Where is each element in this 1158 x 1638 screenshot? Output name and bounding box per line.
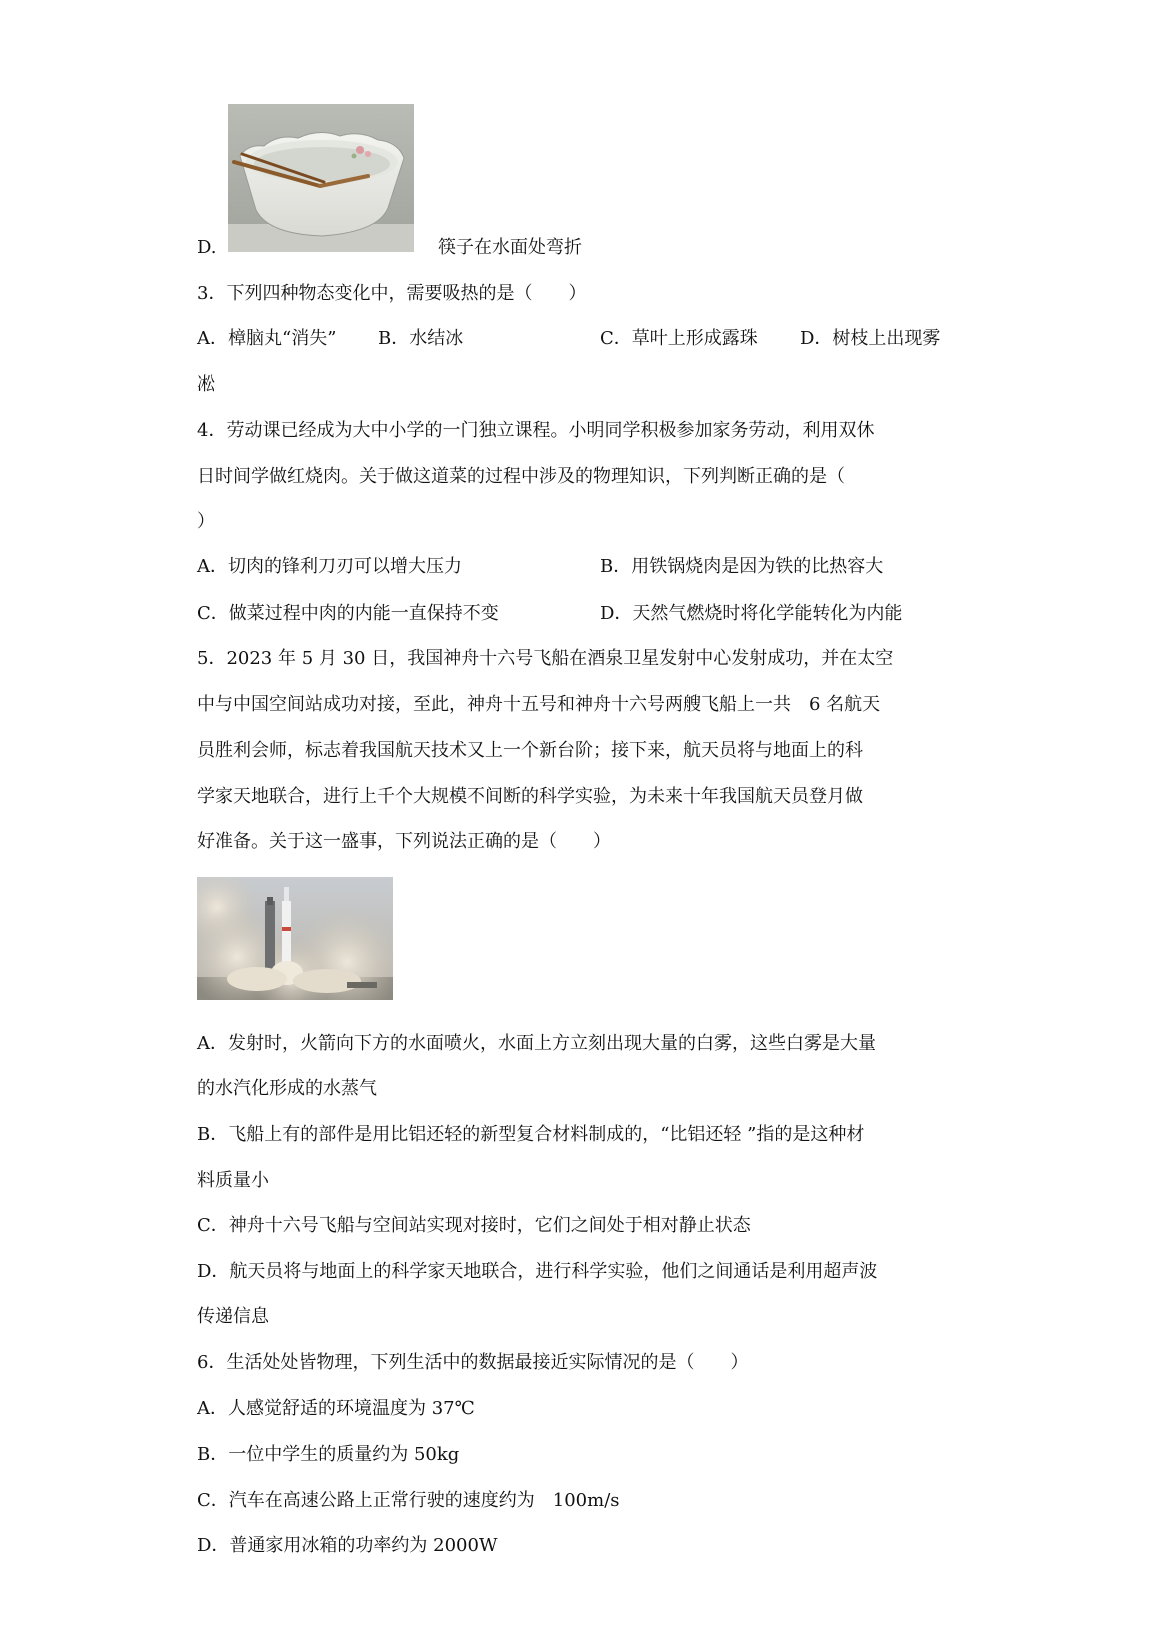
q6-option-d: D．普通家用冰箱的功率约为 2000W	[197, 1535, 498, 1556]
q6-stem: 6．生活处处皆物理，下列生活中的数据最接近实际情况的是（ ）	[197, 1352, 749, 1373]
q5-stem-line-1: 5．2023 年 5 月 30 日，我国神舟十六号飞船在酒泉卫星发射中心发射成功，并在太空	[197, 648, 894, 669]
q3-option-d-continued: 凇	[197, 374, 215, 395]
q5-option-a-line-2: 的水汽化形成的水蒸气	[197, 1078, 377, 1099]
q5-option-c: C．神舟十六号飞船与空间站实现对接时，它们之间处于相对静止状态	[197, 1215, 751, 1236]
q3-option-d: D．树枝上出现雾	[800, 328, 941, 349]
q5-stem-line-5: 好准备。关于这一盛事，下列说法正确的是（ ）	[197, 831, 611, 852]
q5-stem-line-4: 学家天地联合，进行上千个大规模不间断的科学实验，为未来十年我国航天员登月做	[197, 786, 863, 807]
q5-stem-line-3: 员胜利会师，标志着我国航天技术又上一个新台阶；接下来，航天员将与地面上的科	[197, 740, 863, 761]
rocket-launch-photo	[197, 877, 393, 1000]
q3-option-a: A．樟脑丸“消失”	[197, 328, 337, 349]
q2-option-d-text: 筷子在水面处弯折	[438, 237, 582, 258]
q5-option-d-line-2: 传递信息	[197, 1306, 269, 1327]
q4-option-b: B．用铁锅烧肉是因为铁的比热容大	[600, 556, 884, 577]
q6-option-c: C．汽车在高速公路上正常行驶的速度约为 100m/s	[197, 1490, 620, 1511]
q4-stem-line-3: ）	[197, 511, 215, 532]
q5-option-b-line-1: B．飞船上有的部件是用比铝还轻的新型复合材料制成的，“比铝还轻 ”指的是这种材	[197, 1124, 865, 1145]
q4-option-d: D．天然气燃烧时将化学能转化为内能	[600, 603, 903, 624]
bowl-chopsticks-photo	[228, 104, 414, 252]
q4-stem-line-2: 日时间学做红烧肉。关于做这道菜的过程中涉及的物理知识，下列判断正确的是（	[197, 466, 845, 487]
q3-option-b: B．水结冰	[378, 328, 464, 349]
q4-stem-line-1: 4．劳动课已经成为大中小学的一门独立课程。小明同学积极参加家务劳动，利用双休	[197, 420, 875, 441]
q3-option-c: C．草叶上形成露珠	[600, 328, 758, 349]
q5-option-a-line-1: A．发射时，火箭向下方的水面喷火，水面上方立刻出现大量的白雾，这些白雾是大量	[197, 1033, 876, 1054]
q3-stem: 3．下列四种物态变化中，需要吸热的是（ ）	[197, 283, 587, 304]
q5-option-d-line-1: D．航天员将与地面上的科学家天地联合，进行科学实验，他们之间通话是利用超声波	[197, 1261, 878, 1282]
q2-option-d-label: D.	[197, 237, 217, 258]
q6-option-b: B．一位中学生的质量约为 50kg	[197, 1444, 460, 1465]
q6-option-a: A．人感觉舒适的环境温度为 37℃	[197, 1398, 475, 1419]
q4-option-c: C．做菜过程中肉的内能一直保持不变	[197, 603, 499, 624]
q5-option-b-line-2: 料质量小	[197, 1170, 269, 1191]
q5-stem-line-2: 中与中国空间站成功对接，至此，神舟十五号和神舟十六号两艘飞船上一共 6 名航天	[197, 694, 881, 715]
q4-option-a: A．切肉的锋利刀刃可以增大压力	[197, 556, 462, 577]
